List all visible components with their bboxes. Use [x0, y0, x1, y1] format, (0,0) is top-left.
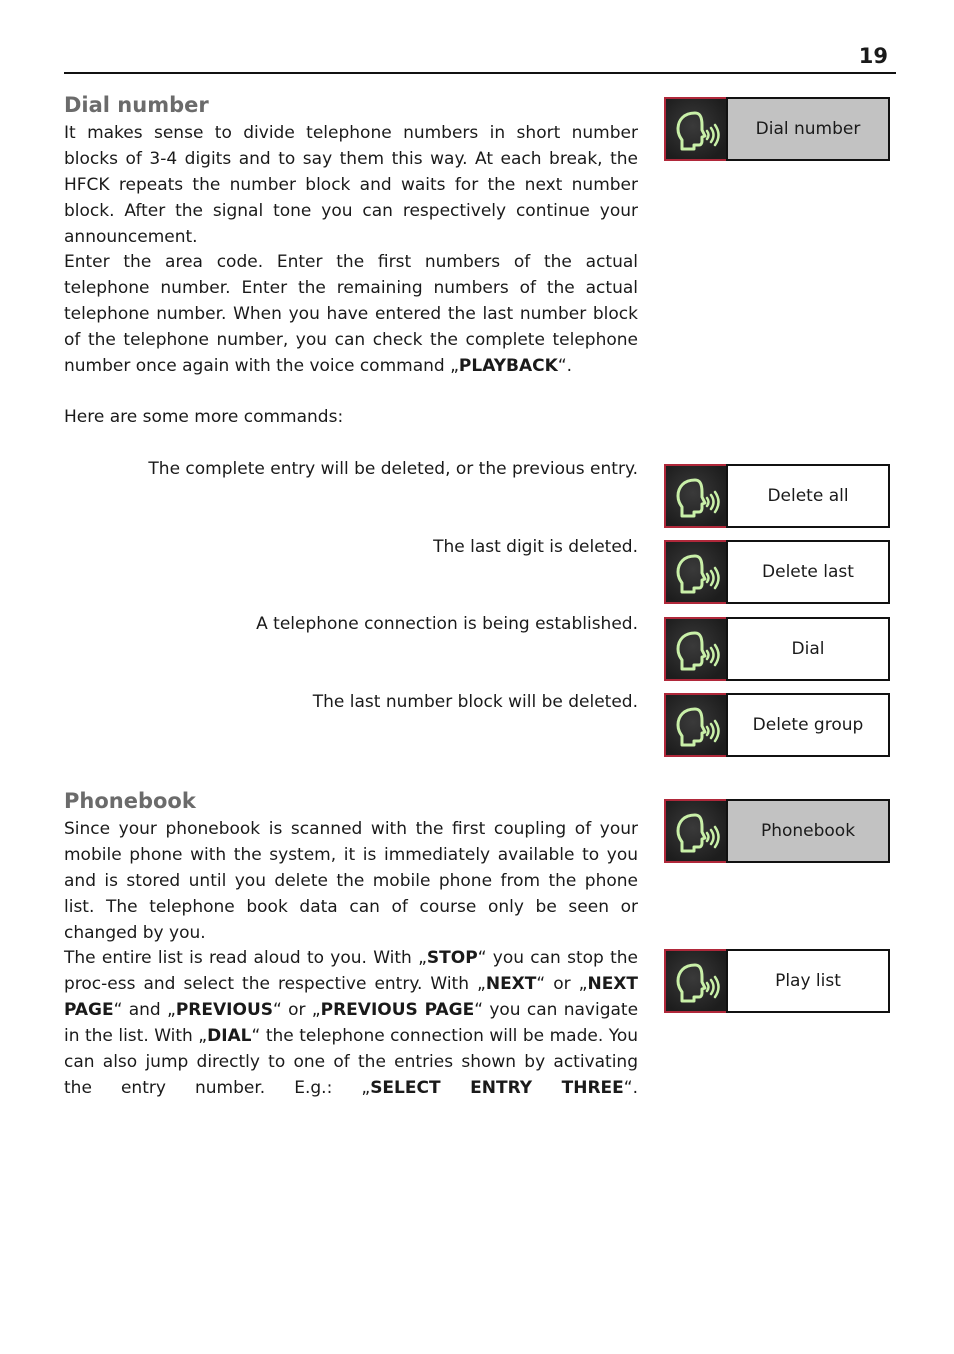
voice-command-icon: [664, 617, 728, 681]
phonebook-intro-paragraph: Since your phonebook is scanned with the first coupling of your mobile phone with the system, it is immediately available to you and is stored until you delete the mobile phone from the phone list. The telephone book data can of course only be seen or changed by you.: [64, 819, 638, 943]
phonebook-navigation-paragraph: [64, 946, 638, 1101]
steps-end: “.: [557, 355, 573, 376]
previous-command: PREVIOUS: [175, 999, 273, 1020]
page-number: 19: [858, 44, 888, 68]
play-list-button-label: Play list: [726, 949, 890, 1013]
dial-command: DIAL: [207, 1025, 252, 1046]
nav-text-4: “ and „: [113, 999, 176, 1020]
next-command: NEXT: [485, 973, 537, 994]
nav-text-3: “ or „: [536, 973, 588, 994]
delete-last-voice-button[interactable]: [664, 540, 890, 604]
voice-command-icon: [664, 693, 728, 757]
delete-group-voice-button[interactable]: [664, 693, 890, 757]
dial-number-steps-paragraph: [64, 250, 638, 380]
voice-command-icon: [664, 540, 728, 604]
delete-group-button-label: Delete group: [726, 693, 890, 757]
header-rule: [64, 72, 896, 74]
dial-button-label: Dial: [726, 617, 890, 681]
voice-command-icon: [664, 799, 728, 863]
delete-group-description: The last number block will be deleted.: [312, 692, 638, 712]
dial-voice-button[interactable]: [664, 617, 890, 681]
dial-number-heading: Dial number: [64, 93, 209, 117]
dial-description: A telephone connection is being established.: [256, 614, 638, 634]
previous-page-command: PREVIOUS PAGE: [320, 999, 475, 1020]
dial-number-voice-button[interactable]: [664, 97, 890, 161]
nav-text-8: “.: [623, 1077, 638, 1098]
stop-command: STOP: [426, 948, 478, 968]
next-page-command: NEXT PAGE: [64, 973, 639, 1020]
voice-command-icon: [664, 949, 728, 1013]
nav-text-5: “ or „: [273, 999, 321, 1020]
nav-text-1: The entire list is read aloud to you. With „: [64, 948, 427, 968]
delete-last-description: The last digit is deleted.: [433, 537, 638, 557]
phonebook-voice-button[interactable]: [664, 799, 890, 863]
more-commands-paragraph: Here are some more commands:: [64, 407, 344, 427]
phonebook-heading: Phonebook: [64, 789, 196, 813]
delete-last-button-label: Delete last: [726, 540, 890, 604]
nav-text-7: “ the telephone connection will be made. You can also jump directly to one of the entries shown by activating the entry number. E.g.: „: [64, 1025, 638, 1098]
dial-number-button-label: Dial number: [726, 97, 890, 161]
delete-all-button-label: Delete all: [726, 464, 890, 528]
delete-all-voice-button[interactable]: [664, 464, 890, 528]
play-list-voice-button[interactable]: [664, 949, 890, 1013]
nav-text-6: “ you can navigate in the list. With „: [64, 999, 639, 1046]
playback-command: PLAYBACK: [458, 355, 558, 376]
dial-number-intro-paragraph: It makes sense to divide telephone numbers in short number blocks of 3-4 digits and to say them this way. At each break, the HFCK repeats the number block and waits for the next number block. After the signal tone you can respectively continue your announcement.: [64, 123, 638, 247]
delete-all-description: The complete entry will be deleted, or the previous entry.: [148, 459, 638, 479]
select-entry-three-command: SELECT ENTRY THREE: [370, 1077, 624, 1098]
voice-command-icon: [664, 464, 728, 528]
voice-command-icon: [664, 97, 728, 161]
nav-text-2: “ you can stop the proc-ess and select the respective entry. With „: [64, 948, 639, 994]
steps-text: Enter the area code. Enter the first numbers of the actual telephone number. Enter the remaining numbers of the actual telephone number. When you have entered the last number block of the telephone number, you can check the complete telephone number once again with the voice command „: [64, 252, 638, 376]
phonebook-button-label: Phonebook: [726, 799, 890, 863]
